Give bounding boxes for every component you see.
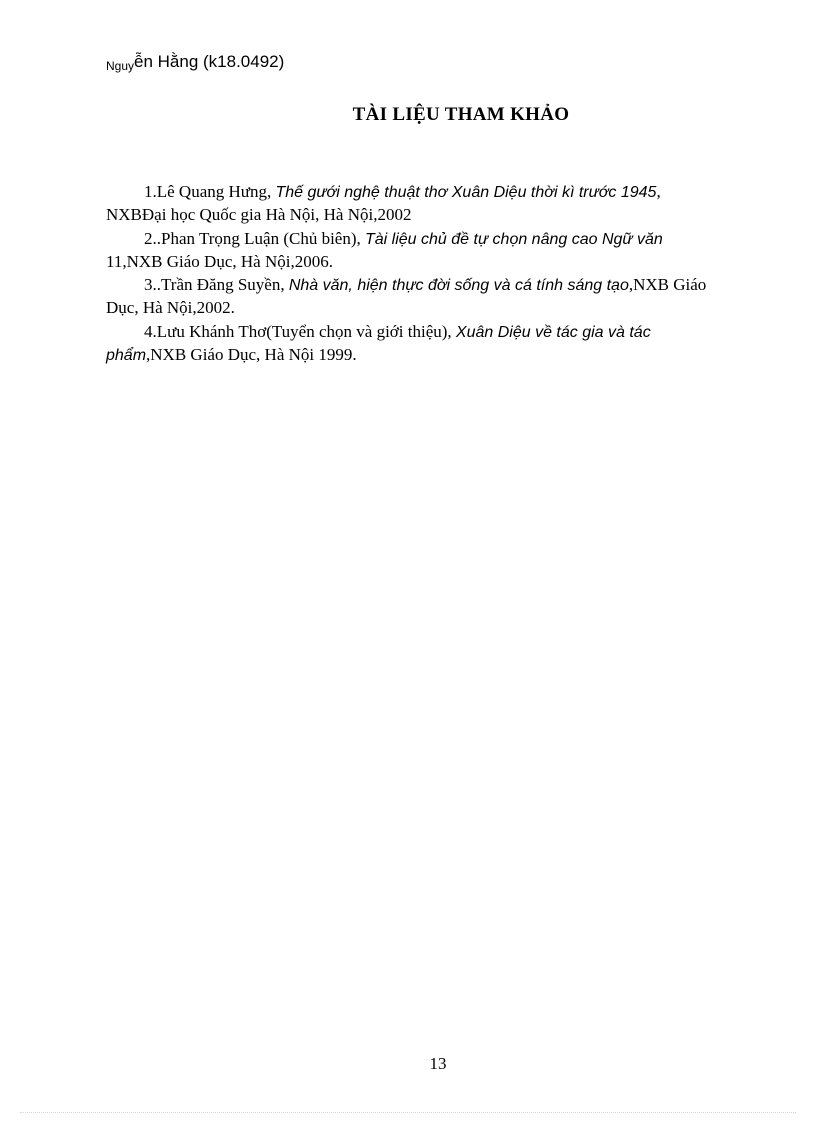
reference-punct: , <box>656 182 661 201</box>
reference-line <box>106 273 766 296</box>
reference-line <box>106 203 766 226</box>
page-number: 13 <box>429 1054 447 1073</box>
author-prefix: Nguy <box>106 59 135 73</box>
reference-author: 2..Phan Trọng Luận (Chủ biên), <box>144 228 365 248</box>
reference-publisher: ,NXB Giáo Dục, Hà Nội 1999. <box>146 345 357 365</box>
reference-list <box>106 180 766 366</box>
author-header <box>106 52 284 73</box>
reference-line <box>106 227 766 250</box>
reference-author: 4.Lưu Khánh Thơ(Tuyển chọn và giới thiệu), <box>144 321 456 341</box>
reference-work-title: Nhà văn, hiện thực đời sống và cá tính sáng tạo <box>288 277 629 295</box>
reference-publisher-cont: Dục, Hà Nội,2002. <box>106 298 235 318</box>
reference-work-title-cont: phẩm <box>106 347 147 365</box>
reference-publisher: NXBĐại học Quốc gia Hà Nội, Hà Nội,2002 <box>106 205 412 225</box>
reference-line <box>106 343 766 366</box>
reference-item <box>106 180 766 227</box>
reference-line <box>106 180 766 203</box>
reference-publisher: ,NXB Giáo <box>628 275 707 295</box>
reference-author: 3..Trần Đăng Suyền, <box>144 275 289 295</box>
reference-item <box>106 273 766 320</box>
reference-work-title: Tài liệu chủ đề tự chọn nâng cao Ngữ văn <box>365 230 663 248</box>
reference-line <box>106 250 766 273</box>
reference-line <box>106 296 766 319</box>
reference-work-title: Xuân Diệu về tác gia và tác <box>455 323 651 341</box>
reference-line <box>106 320 766 343</box>
page-title: TÀI LIỆU THAM KHẢO <box>352 104 570 125</box>
reference-publisher: 11,NXB Giáo Dục, Hà Nội,2006. <box>106 251 333 271</box>
author-name: ễn Hằng (k18.0492) <box>134 52 285 71</box>
reference-work-title: Thế gưới nghệ thuật thơ Xuân Diệu thời kì trước 1945 <box>275 184 657 201</box>
reference-item <box>106 320 766 367</box>
reference-item <box>106 227 766 274</box>
page-bottom-border <box>20 1112 796 1113</box>
reference-author: 1.Lê Quang Hưng, <box>144 182 276 201</box>
